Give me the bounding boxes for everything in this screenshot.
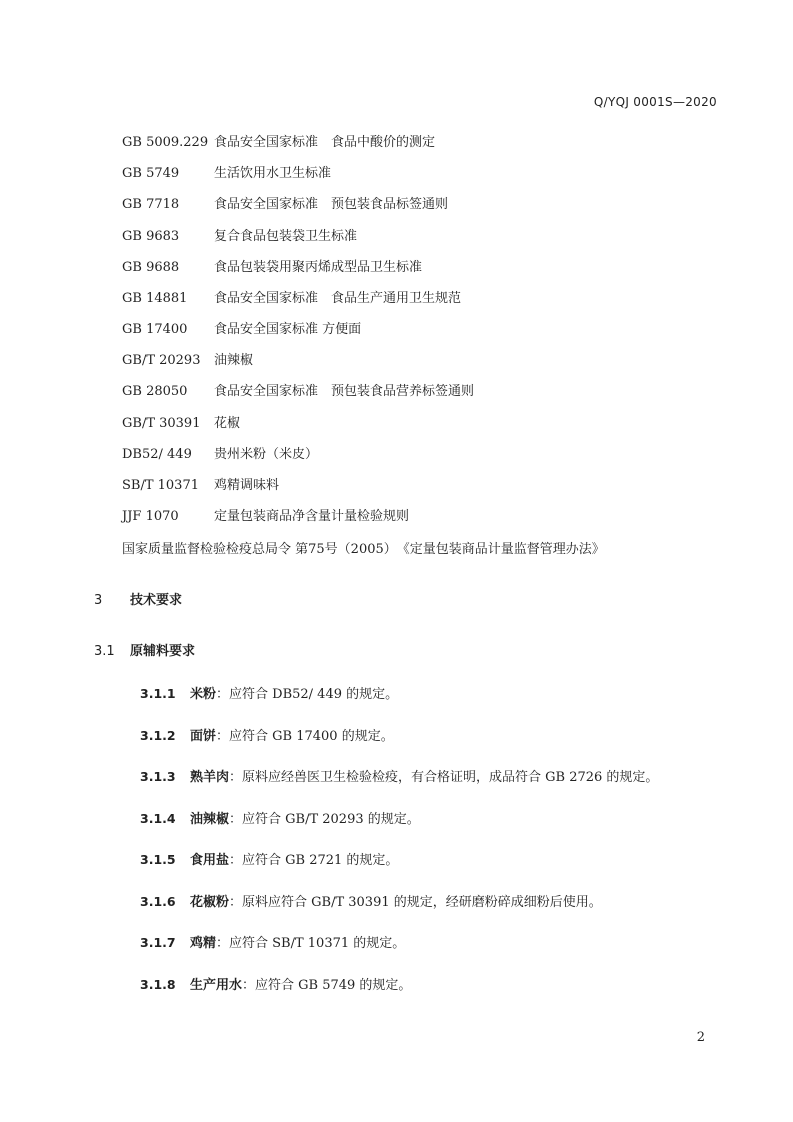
clause-number: 3.1.1 [140,686,176,701]
reference-title: 贵州米粉（米皮） [214,447,319,462]
clause-item [140,850,398,871]
reference-title: 食品包装袋用聚丙烯成型品卫生标准 [214,260,423,275]
reference-title: 食品安全国家标准 食品生产通用卫生规范 [214,291,462,306]
clause-item [140,767,658,788]
clause-item [140,975,411,996]
reference-title: 食品安全国家标准 方便面 [214,322,362,337]
reference-title: 食品安全国家标准 预包装食品营养标签通则 [214,384,475,399]
clause-text: ：原料应符合 GB/T 30391 的规定，经研磨粉碎成细粉后使用。 [229,895,602,910]
clause-item [140,892,602,913]
clause-text: ：应符合 GB/T 20293 的规定。 [229,812,420,827]
subsection-heading [94,642,195,662]
reference-code: GB 9688 [122,260,180,275]
reference-title: 食品安全国家标准 预包装食品标签通则 [214,197,449,212]
clause-term: 花椒粉 [190,895,230,910]
reference-code: GB 5009.229 [122,135,209,150]
reference-code: GB/T 30391 [122,416,201,431]
reference-code: GB 9683 [122,229,180,244]
clause-number: 3.1.6 [140,894,176,909]
clause-number: 3.1.7 [140,935,176,950]
clause-number: 3.1.2 [140,728,176,743]
clause-term: 食用盐 [190,853,230,868]
clause-text: ：应符合 SB/T 10371 的规定。 [216,936,406,951]
reference-title: 复合食品包装袋卫生标准 [214,229,358,244]
reference-code: GB 7718 [122,197,180,212]
reference-code: SB/T 10371 [122,478,199,493]
reference-title: 花椒 [214,416,241,431]
clause-number: 3.1.3 [140,769,176,784]
clause-term: 生产用水 [190,978,243,993]
section-heading [94,591,182,611]
reference-code: DB52/ 449 [122,447,192,462]
clause-number: 3.1.4 [140,811,176,826]
clause-term: 米粉 [190,687,217,702]
reference-title: 油辣椒 [214,353,254,368]
reference-code: GB/T 20293 [122,353,201,368]
reference-code: JJF 1070 [122,509,179,524]
clause-item [140,684,398,705]
reference-title: 定量包装商品净含量计量检验规则 [214,509,410,524]
section-title: 技术要求 [130,593,183,608]
decree-reference: 国家质量监督检验检疫总局令 第75号（2005） 《定量包装商品计量监督管理办法》 [122,542,605,557]
reference-title: 鸡精调味料 [214,478,280,493]
reference-title: 食品安全国家标准 食品中酸价的测定 [214,135,436,150]
reference-code: GB 28050 [122,384,188,399]
clause-text: ：应符合 DB52/ 449 的规定。 [216,687,399,702]
document-id: Q/YQJ 0001S—2020 [593,95,717,109]
clause-term: 鸡精 [190,936,217,951]
clause-item [140,809,420,830]
reference-title: 生活饮用水卫生标准 [214,166,332,181]
clause-item [140,726,394,747]
clause-number: 3.1.5 [140,852,176,867]
clause-text: ：应符合 GB 2721 的规定。 [229,853,399,868]
clause-term: 熟羊肉 [190,770,230,785]
clause-text: ：应符合 GB 17400 的规定。 [216,729,394,744]
reference-code: GB 5749 [122,166,180,181]
section-number: 3 [94,593,103,608]
clause-item [140,933,405,954]
clause-text: ：原料应经兽医卫生检验检疫，有合格证明，成品符合 GB 2726 的规定。 [229,770,659,785]
clause-text: ：应符合 GB 5749 的规定。 [242,978,412,993]
reference-code: GB 17400 [122,322,188,337]
reference-code: GB 14881 [122,291,188,306]
subsection-number: 3.1 [94,644,115,659]
page-number: 2 [696,1030,705,1045]
clause-number: 3.1.8 [140,977,176,992]
subsection-title: 原辅料要求 [130,644,196,659]
clause-term: 面饼 [190,729,217,744]
clause-term: 油辣椒 [190,812,230,827]
